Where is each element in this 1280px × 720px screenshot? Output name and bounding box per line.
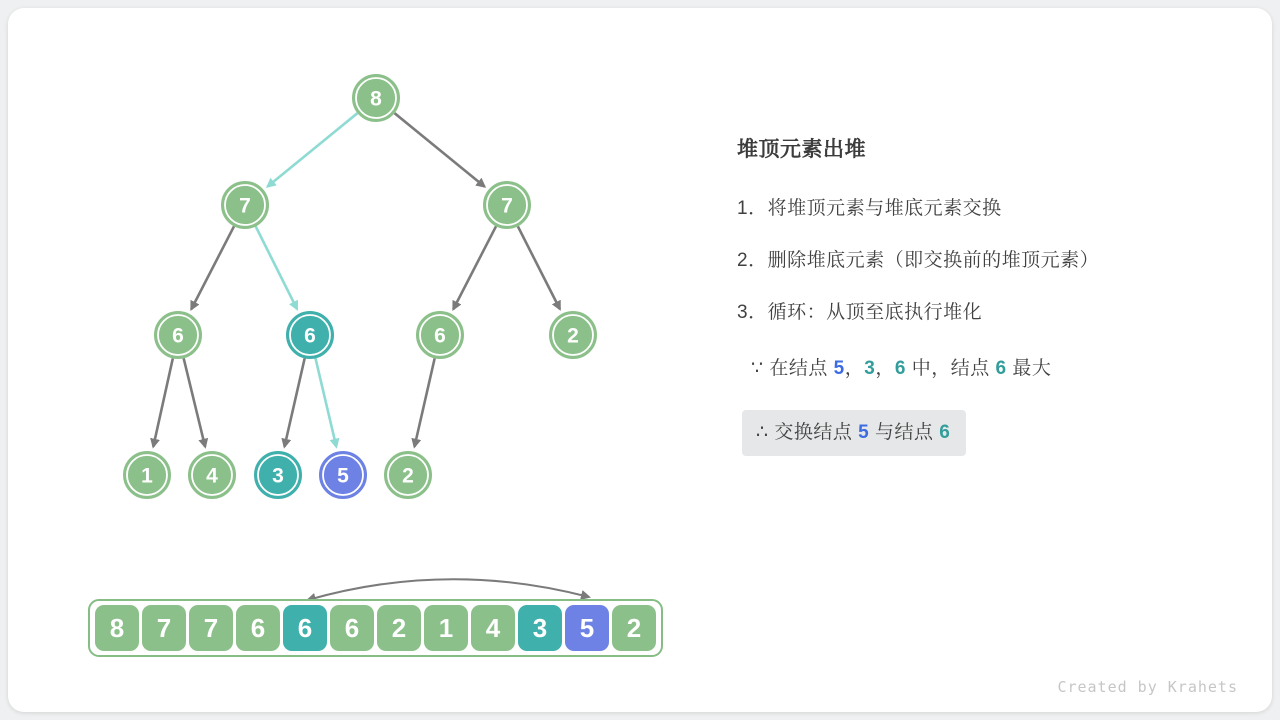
tree-node — [155, 312, 201, 358]
tree-node — [417, 312, 463, 358]
panel-title: 堆顶元素出堆 — [737, 138, 866, 161]
text-segment: 6 — [939, 422, 951, 443]
step-line: 1．将堆顶元素与堆底元素交换 — [737, 198, 1002, 219]
tree-nodes — [124, 75, 596, 498]
tree-node-value: 1 — [141, 464, 153, 488]
text-segment: 5 — [833, 358, 845, 379]
tree-node — [287, 312, 333, 358]
array-swap-arrow — [308, 579, 589, 600]
array-cell: 1 — [424, 605, 468, 651]
text-segment: ， — [844, 358, 865, 379]
tree-edge — [453, 226, 496, 309]
tree-node — [222, 182, 268, 228]
tree-node — [353, 75, 399, 121]
tree-edge — [191, 226, 234, 309]
tree-node-value: 5 — [337, 464, 349, 488]
swap-arrow — [308, 579, 589, 600]
array-cell: 3 — [518, 605, 562, 651]
array-cell: 2 — [612, 605, 656, 651]
tree-edge — [284, 358, 304, 446]
explanation-panel — [737, 133, 1247, 456]
array-cell: 5 — [565, 605, 609, 651]
text-segment: 与结点 — [875, 422, 940, 443]
tree-node-value: 8 — [370, 87, 382, 111]
step-line: 3．循环：从顶至底执行堆化 — [737, 302, 983, 323]
array-cell: 7 — [142, 605, 186, 651]
step-line: 2．删除堆底元素（即交换前的堆顶元素） — [737, 250, 1100, 271]
tree-node-value: 6 — [304, 324, 316, 348]
steps-list — [737, 195, 1247, 351]
text-segment: 6 — [995, 358, 1013, 379]
tree-node-value: 7 — [239, 194, 251, 218]
tree-node — [484, 182, 530, 228]
tree-node-value: 2 — [567, 324, 579, 348]
tree-edge — [316, 358, 337, 446]
text-segment: ∴ 交换结点 — [756, 422, 859, 443]
text-segment: ， — [875, 358, 895, 379]
tree-node-value: 2 — [402, 464, 414, 488]
text-segment: 5 — [858, 422, 876, 443]
tree-node-value: 4 — [206, 464, 218, 488]
text-segment: 最大 — [1012, 358, 1052, 379]
tree-edge — [184, 358, 205, 446]
text-segment: 6 — [894, 358, 906, 379]
tree-node-value: 6 — [172, 324, 184, 348]
tree-edge — [153, 358, 173, 446]
text-segment: ∵ 在结点 — [751, 358, 834, 379]
tree-node — [550, 312, 596, 358]
because-line — [751, 355, 1247, 383]
watermark-credit: Created by Krahets — [1057, 678, 1238, 696]
array-cell: 2 — [377, 605, 421, 651]
array-cell: 8 — [95, 605, 139, 651]
tree-edges — [153, 113, 560, 447]
tree-edge — [256, 226, 297, 309]
tree-node — [189, 452, 235, 498]
text-segment: 3 — [864, 358, 876, 379]
array-cell: 6 — [283, 605, 327, 651]
array-cell: 6 — [330, 605, 374, 651]
heap-array — [88, 599, 663, 657]
tree-node-value: 3 — [272, 464, 284, 488]
tree-edge — [414, 358, 434, 446]
tree-edge — [395, 113, 485, 186]
tree-edge — [518, 226, 560, 309]
tree-node — [124, 452, 170, 498]
tree-node — [255, 452, 301, 498]
array-cell: 4 — [471, 605, 515, 651]
tree-node-value: 6 — [434, 324, 446, 348]
tree-edge — [267, 113, 357, 186]
tree-node — [385, 452, 431, 498]
therefore-line — [742, 410, 966, 456]
array-cell: 7 — [189, 605, 233, 651]
tree-node — [320, 452, 366, 498]
array-cell: 6 — [236, 605, 280, 651]
text-segment: 中，结点 — [905, 358, 996, 379]
tree-node-value: 7 — [501, 194, 513, 218]
